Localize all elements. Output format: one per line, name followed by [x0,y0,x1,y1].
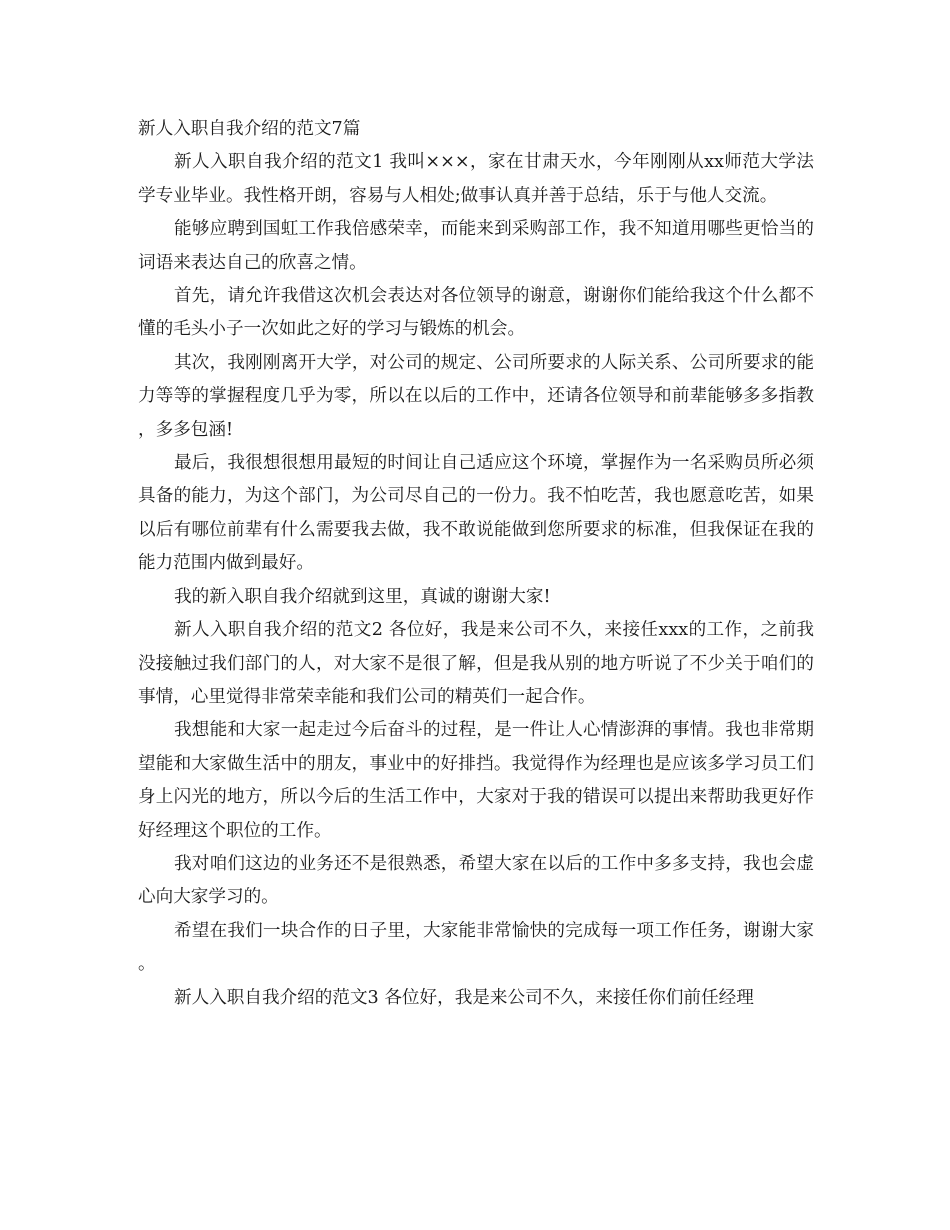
paragraph: 最后，我很想很想用最短的时间让自己适应这个环境，掌握作为一名采购员所必须具备的能力，为这个部门，为公司尽自己的一份力。我不怕吃苦，我也愿意吃苦，如果以后有哪位前辈有什么需要我去做，我不敢说能做到您所要求的标准，但我保证在我的能力范围内做到最好。 [138,453,814,574]
paragraph: 我想能和大家一起走过今后奋斗的过程，是一件让人心情澎湃的事情。我也非常期望能和大家做生活中的朋友，事业中的好排挡。我觉得作为经理也是应该多学习员工们身上闪光的地方，所以今后的生活工作中，大家对于我的错误可以提出来帮助我更好作好经理这个职位的工作。 [138,720,814,841]
paragraph: 其次，我刚刚离开大学，对公司的规定、公司所要求的人际关系、公司所要求的能力等等的掌握程度几乎为零，所以在以后的工作中，还请各位领导和前辈能够多多指教，多多包涵! [138,352,814,440]
paragraph: 我对咱们这边的业务还不是很熟悉，希望大家在以后的工作中多多支持，我也会虚心向大家学习的。 [138,853,814,908]
paragraph: 新人入职自我介绍的范文2 各位好，我是来公司不久，来接任xxx的工作，之前我没接触过我们部门的人，对大家不是很了解，但是我从别的地方听说了不少关于咱们的事情，心里觉得非常荣幸能和我们公司的精英们一起合作。 [138,620,814,707]
paragraph: 首先，请允许我借这次机会表达对各位领导的谢意，谢谢你们能给我这个什么都不懂的毛头小子一次如此之好的学习与锻炼的机会。 [138,286,814,340]
paragraph: 新人入职自我介绍的范文3 各位好，我是来公司不久，来接任你们前任经理 [174,987,754,1008]
paragraph: 能够应聘到国虹工作我倍感荣幸，而能来到采购部工作，我不知道用哪些更恰当的词语来表达自己的欣喜之情。 [138,219,814,273]
paragraph: 新人入职自我介绍的范文1 我叫×××，家在甘肃天水，今年刚刚从xx师范大学法学专业毕业。我性格开朗，容易与人相处;做事认真并善于总结，乐于与他人交流。 [138,152,814,206]
paragraph: 我的新入职自我介绍就到这里，真诚的谢谢大家! [174,586,551,607]
document-title: 新人入职自我介绍的范文7篇 [138,119,361,139]
document-body [138,113,814,1015]
paragraph: 希望在我们一块合作的日子里，大家能非常愉快的完成每一项工作任务，谢谢大家。 [138,920,814,975]
